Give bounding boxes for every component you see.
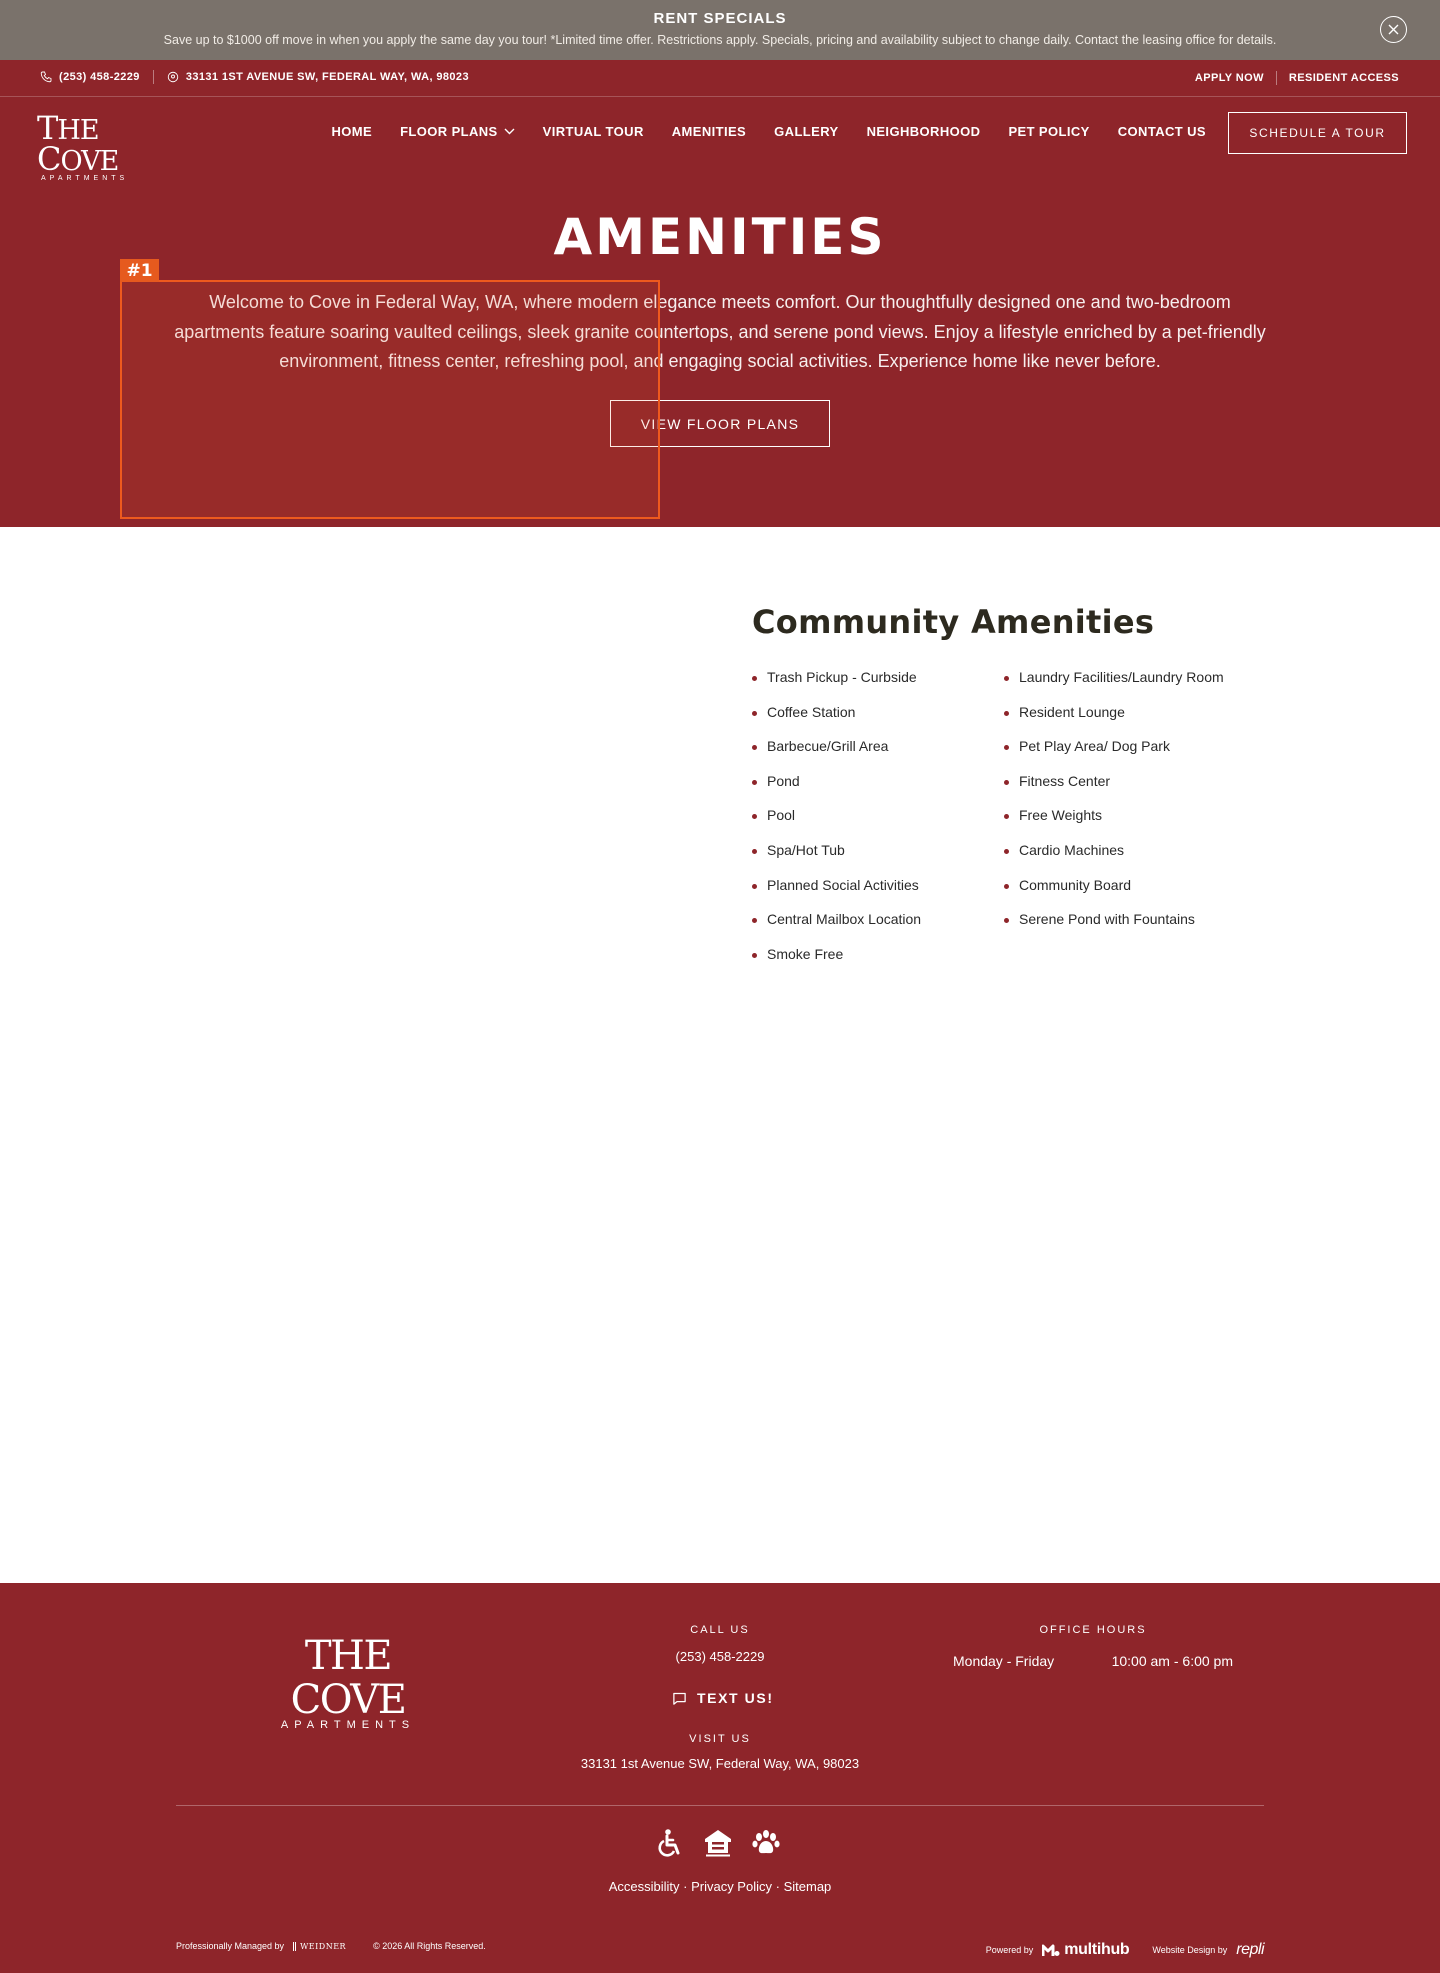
sitemap-link[interactable]: Sitemap bbox=[783, 1879, 832, 1894]
hero-description: Welcome to Cove in Federal Way, WA, where modern elegance meets comfort. Our thoughtfully designed one and two-bedroom apartments feature soaring vaulted ceilings, sleek granite countertops, and serene pond views. Enjoy a lifestyle enriched by a pet-friendly environment, fitness center, refreshing pool, and engaging social activities. Experience home like never before. bbox=[174, 292, 1266, 371]
nav-neighborhood[interactable]: NEIGHBORHOOD bbox=[866, 124, 981, 139]
utility-divider bbox=[153, 70, 154, 84]
repli-logo[interactable]: repli bbox=[1236, 1941, 1264, 1958]
office-hours-label: OFFICE HOURS bbox=[1039, 1624, 1147, 1636]
amenity-item: Fitness Center bbox=[1004, 769, 1224, 804]
footer-links bbox=[0, 1879, 1440, 1894]
amenity-item: Spa/Hot Tub bbox=[752, 838, 921, 873]
amenity-item: Trash Pickup - Curbside bbox=[752, 665, 921, 700]
utility-address: 33131 1ST AVENUE SW, FEDERAL WAY, WA, 98023 bbox=[185, 71, 469, 83]
footer-credits bbox=[986, 1941, 1264, 1959]
copyright-text: © 2026 All Rights Reserved. bbox=[373, 1941, 486, 1951]
amenity-item: Serene Pond with Fountains bbox=[1004, 907, 1224, 942]
amenity-item: Resident Lounge bbox=[1004, 700, 1224, 735]
amenity-item: Free Weights bbox=[1004, 803, 1224, 838]
amenity-item: Smoke Free bbox=[752, 942, 921, 977]
banner-title: RENT SPECIALS bbox=[653, 10, 787, 27]
main-nav bbox=[331, 124, 1206, 139]
footer-address-link[interactable]: 33131 1st Avenue SW, Federal Way, WA, 98023 bbox=[580, 1756, 860, 1771]
amenity-item: Pet Play Area/ Dog Park bbox=[1004, 734, 1224, 769]
nav-amenities[interactable]: AMENITIES bbox=[671, 124, 747, 139]
footer-badges bbox=[655, 1828, 781, 1858]
site-footer bbox=[0, 1583, 1440, 1973]
office-hours-row bbox=[953, 1653, 1233, 1669]
footer-logo[interactable] bbox=[268, 1634, 428, 1731]
amenity-item: Planned Social Activities bbox=[752, 873, 921, 908]
weidner-logo[interactable]: WEIDNER bbox=[293, 1942, 346, 1951]
highlight-tag: #1 bbox=[120, 259, 159, 282]
multihub-wordmark: multihub bbox=[1064, 1941, 1130, 1958]
utility-bar bbox=[0, 60, 1440, 97]
utility-address-link[interactable] bbox=[167, 71, 469, 83]
schedule-tour-button[interactable]: SCHEDULE A TOUR bbox=[1228, 112, 1407, 154]
text-us-label: TEXT US! bbox=[697, 1690, 774, 1706]
visit-us-label: VISIT US bbox=[689, 1733, 751, 1745]
close-banner-button[interactable] bbox=[1380, 16, 1407, 43]
site-logo[interactable] bbox=[37, 109, 133, 182]
amenity-item: Community Board bbox=[1004, 873, 1224, 908]
amenity-item: Central Mailbox Location bbox=[752, 907, 921, 942]
managed-by-label: Professionally Managed by bbox=[176, 1941, 285, 1951]
rent-specials-banner bbox=[0, 0, 1440, 60]
amenities-list-left bbox=[752, 665, 921, 976]
footer-logo-wordmark: THE COVE bbox=[290, 1633, 406, 1723]
text-us-button[interactable] bbox=[672, 1690, 774, 1706]
banner-text: Save up to $1000 off move in when you apply the same day you tour! *Limited time offer. Restrictions apply. Specials, pricing and availability subject to change daily. Contact the leasing office for details. bbox=[163, 33, 1277, 47]
logo-wordmark: THE COVE bbox=[37, 109, 119, 178]
view-floor-plans-button[interactable]: VIEW FLOOR PLANS bbox=[610, 400, 830, 447]
equal-housing-icon bbox=[703, 1828, 733, 1858]
multihub-logo[interactable] bbox=[1042, 1941, 1129, 1959]
nav-gallery[interactable]: GALLERY bbox=[774, 124, 839, 139]
apply-now-link[interactable]: APPLY NOW bbox=[1194, 72, 1264, 84]
powered-by-label: Powered by bbox=[985, 1945, 1034, 1955]
amenity-item: Laundry Facilities/Laundry Room bbox=[1004, 665, 1224, 700]
map-pin-icon bbox=[167, 71, 179, 83]
highlight-box bbox=[120, 280, 660, 519]
multihub-mark-icon bbox=[1042, 1943, 1060, 1957]
link-separator: · bbox=[775, 1879, 780, 1894]
footer-phone-link[interactable]: (253) 458-2229 bbox=[675, 1649, 765, 1664]
resident-access-link[interactable]: RESIDENT ACCESS bbox=[1288, 72, 1399, 84]
utility-divider bbox=[1276, 71, 1277, 85]
nav-pet-policy[interactable]: PET POLICY bbox=[1008, 124, 1090, 139]
wheelchair-icon bbox=[655, 1828, 685, 1858]
amenities-list-right bbox=[1004, 665, 1224, 942]
hours-days: Monday - Friday bbox=[953, 1653, 1055, 1669]
chat-icon bbox=[672, 1691, 687, 1706]
phone-icon bbox=[40, 71, 52, 83]
utility-phone-link[interactable] bbox=[40, 71, 140, 83]
amenity-item: Cardio Machines bbox=[1004, 838, 1224, 873]
nav-contact-us[interactable]: CONTACT US bbox=[1117, 124, 1206, 139]
accessibility-link[interactable]: Accessibility bbox=[608, 1879, 680, 1894]
page-title: AMENITIES bbox=[553, 208, 887, 266]
hours-time: 10:00 am - 6:00 pm bbox=[1111, 1653, 1233, 1669]
close-icon bbox=[1388, 24, 1399, 35]
community-amenities-title: Community Amenities bbox=[752, 603, 1155, 641]
utility-phone: (253) 458-2229 bbox=[59, 71, 140, 83]
amenity-item: Pond bbox=[752, 769, 921, 804]
design-by-label: Website Design by bbox=[1152, 1945, 1228, 1955]
paw-icon bbox=[751, 1828, 781, 1858]
call-us-label: CALL US bbox=[690, 1624, 750, 1636]
privacy-policy-link[interactable]: Privacy Policy bbox=[691, 1879, 772, 1894]
chevron-down-icon bbox=[504, 128, 515, 135]
logo-subtitle: APARTMENTS bbox=[41, 175, 129, 182]
footer-divider bbox=[176, 1805, 1264, 1806]
nav-virtual-tour[interactable]: VIRTUAL TOUR bbox=[542, 124, 644, 139]
nav-floor-plans-label: FLOOR PLANS bbox=[400, 124, 498, 139]
nav-home[interactable]: HOME bbox=[331, 124, 373, 139]
amenity-item: Pool bbox=[752, 803, 921, 838]
amenity-item: Coffee Station bbox=[752, 700, 921, 735]
amenity-item: Barbecue/Grill Area bbox=[752, 734, 921, 769]
nav-floor-plans[interactable] bbox=[400, 124, 515, 139]
footer-management bbox=[176, 1941, 486, 1951]
footer-logo-subtitle: APARTMENTS bbox=[280, 1719, 416, 1731]
link-separator: · bbox=[683, 1879, 688, 1894]
